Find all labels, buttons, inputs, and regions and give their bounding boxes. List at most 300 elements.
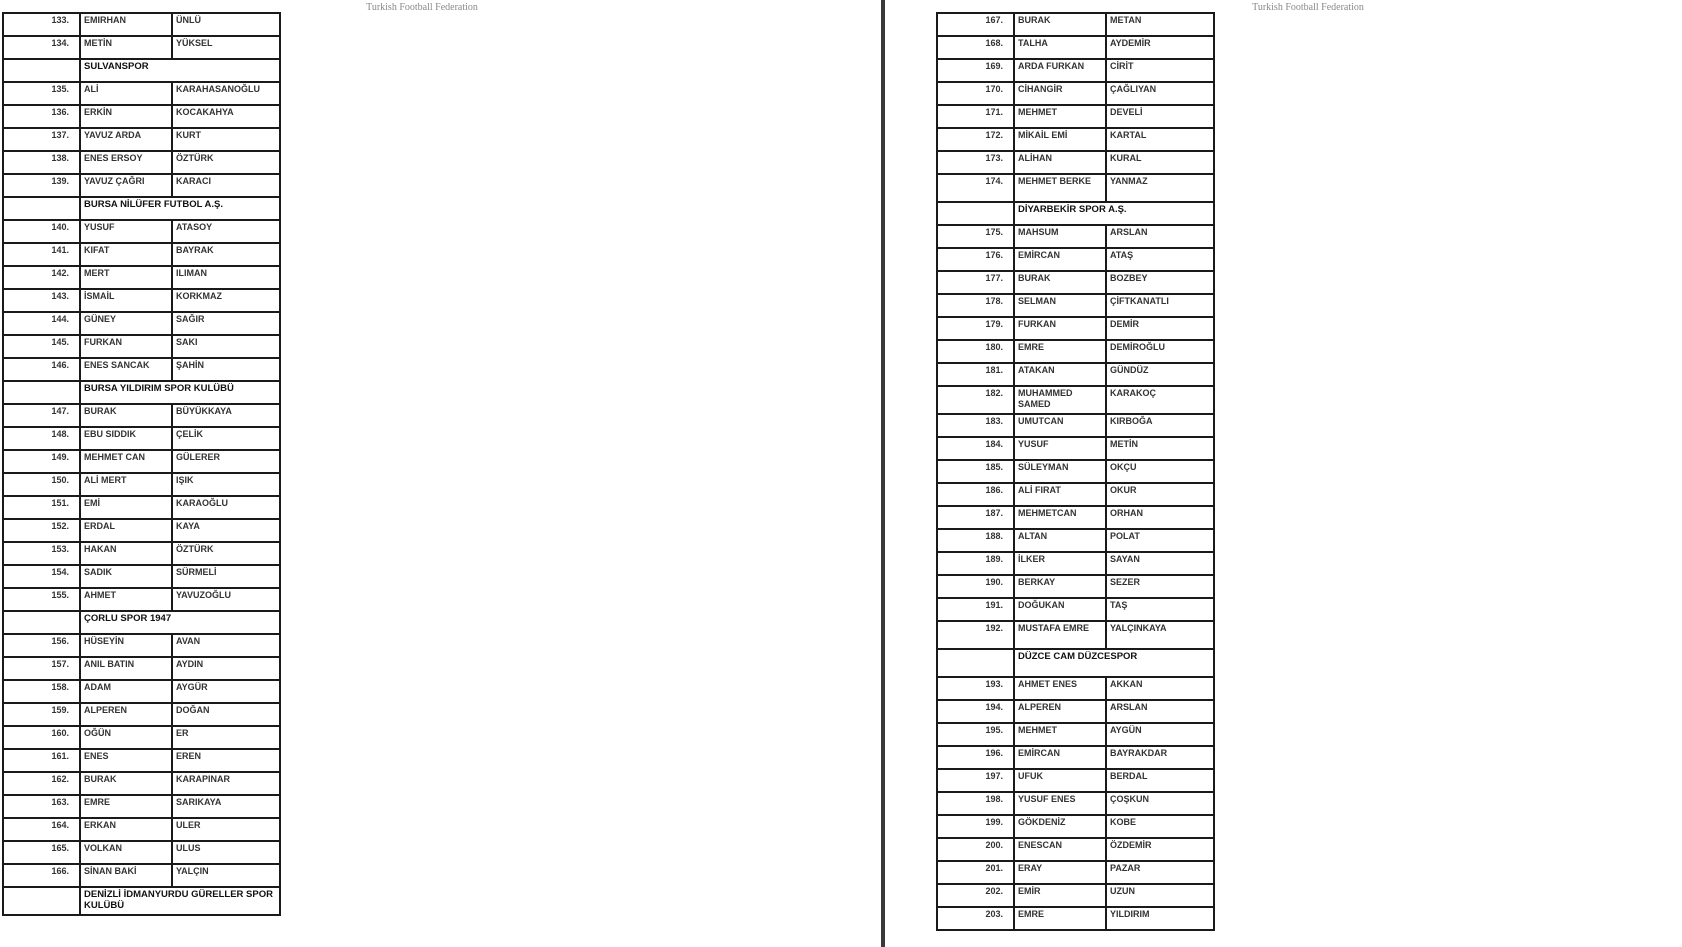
first-name: MERT: [80, 266, 172, 289]
first-name: İSMAİL: [80, 289, 172, 312]
first-name: KIFAT: [80, 243, 172, 266]
row-number: 173.: [937, 151, 1014, 174]
first-name: ALPEREN: [80, 703, 172, 726]
club-name: DENİZLİ İDMANYURDU GÜRELLER SPOR KULÜBÜ: [80, 887, 280, 915]
player-row: [3, 266, 280, 289]
player-row: [937, 271, 1214, 294]
row-number: 139.: [3, 174, 80, 197]
club-name: BURSA YILDIRIM SPOR KULÜBÜ: [80, 381, 280, 404]
last-name: UZUN: [1106, 884, 1214, 907]
last-name: BOZBEY: [1106, 271, 1214, 294]
first-name: UMUTCAN: [1014, 414, 1106, 437]
row-number: 167.: [937, 13, 1014, 36]
row-number: 137.: [3, 128, 80, 151]
player-row: [3, 13, 280, 36]
player-row: [937, 700, 1214, 723]
first-name: MEHMET BERKE: [1014, 174, 1106, 202]
last-name: BAYRAKDAR: [1106, 746, 1214, 769]
player-row: [3, 105, 280, 128]
player-row: [937, 575, 1214, 598]
club-header-row: [937, 202, 1214, 225]
last-name: ER: [172, 726, 280, 749]
player-row: [3, 358, 280, 381]
row-number: 203.: [937, 907, 1014, 930]
first-name: SİNAN BAKİ: [80, 864, 172, 887]
empty-cell: [937, 202, 1014, 225]
player-row: [937, 414, 1214, 437]
player-row: [3, 634, 280, 657]
club-name: SULVANSPOR: [80, 59, 280, 82]
last-name: ÇAĞLIYAN: [1106, 82, 1214, 105]
last-name: ULER: [172, 818, 280, 841]
player-row: [937, 59, 1214, 82]
row-number: 194.: [937, 700, 1014, 723]
player-row: [937, 483, 1214, 506]
player-row: [3, 588, 280, 611]
last-name: KIRBOĞA: [1106, 414, 1214, 437]
last-name: DEMİR: [1106, 317, 1214, 340]
player-roster-table: [2, 12, 281, 916]
player-row: [937, 838, 1214, 861]
first-name: ENES: [80, 749, 172, 772]
row-number: 168.: [937, 36, 1014, 59]
first-name: ALPEREN: [1014, 700, 1106, 723]
row-number: 189.: [937, 552, 1014, 575]
player-row: [937, 13, 1214, 36]
club-header-row: [3, 59, 280, 82]
row-number: 169.: [937, 59, 1014, 82]
row-number: 180.: [937, 340, 1014, 363]
last-name: ORHAN: [1106, 506, 1214, 529]
row-number: 141.: [3, 243, 80, 266]
row-number: 170.: [937, 82, 1014, 105]
player-row: [937, 174, 1214, 202]
player-row: [3, 703, 280, 726]
player-roster-table: [936, 12, 1215, 931]
row-number: 160.: [3, 726, 80, 749]
last-name: ULUS: [172, 841, 280, 864]
first-name: YUSUF ENES: [1014, 792, 1106, 815]
last-name: YALÇIN: [172, 864, 280, 887]
last-name: KAYA: [172, 519, 280, 542]
first-name: HÜSEYİN: [80, 634, 172, 657]
player-row: [937, 506, 1214, 529]
club-name: DÜZCE CAM DÜZCESPOR: [1014, 649, 1214, 677]
row-number: 144.: [3, 312, 80, 335]
row-number: 179.: [937, 317, 1014, 340]
club-header-row: [3, 611, 280, 634]
player-row: [937, 317, 1214, 340]
last-name: SAĞIR: [172, 312, 280, 335]
first-name: AHMET ENES: [1014, 677, 1106, 700]
row-number: 155.: [3, 588, 80, 611]
row-number: 172.: [937, 128, 1014, 151]
first-name: ERAY: [1014, 861, 1106, 884]
row-number: 187.: [937, 506, 1014, 529]
last-name: DEMİROĞLU: [1106, 340, 1214, 363]
player-row: [3, 542, 280, 565]
player-row: [937, 248, 1214, 271]
player-row: [937, 621, 1214, 649]
row-number: 153.: [3, 542, 80, 565]
row-number: 156.: [3, 634, 80, 657]
last-name: AYGÜR: [172, 680, 280, 703]
first-name: ARDA FURKAN: [1014, 59, 1106, 82]
first-name: CİHANGİR: [1014, 82, 1106, 105]
player-row: [937, 105, 1214, 128]
first-name: FURKAN: [80, 335, 172, 358]
row-number: 149.: [3, 450, 80, 473]
player-row: [3, 174, 280, 197]
row-number: 198.: [937, 792, 1014, 815]
first-name: ENESCAN: [1014, 838, 1106, 861]
row-number: 177.: [937, 271, 1014, 294]
first-name: EMIRHAN: [80, 13, 172, 36]
first-name: YUSUF: [1014, 437, 1106, 460]
player-row: [3, 243, 280, 266]
first-name: MUHAMMED SAMED: [1014, 386, 1106, 414]
last-name: METAN: [1106, 13, 1214, 36]
row-number: 184.: [937, 437, 1014, 460]
club-header-row: [3, 887, 280, 915]
row-number: 199.: [937, 815, 1014, 838]
first-name: ERDAL: [80, 519, 172, 542]
player-row: [3, 36, 280, 59]
player-row: [3, 312, 280, 335]
first-name: MEHMETCAN: [1014, 506, 1106, 529]
player-row: [937, 151, 1214, 174]
row-number: 195.: [937, 723, 1014, 746]
first-name: MEHMET: [1014, 105, 1106, 128]
player-row: [937, 460, 1214, 483]
last-name: AYGÜN: [1106, 723, 1214, 746]
row-number: 185.: [937, 460, 1014, 483]
row-number: 157.: [3, 657, 80, 680]
last-name: YÜKSEL: [172, 36, 280, 59]
last-name: KARAHASANOĞLU: [172, 82, 280, 105]
row-number: 183.: [937, 414, 1014, 437]
player-row: [937, 363, 1214, 386]
first-name: GÜNEY: [80, 312, 172, 335]
first-name: YAVUZ ÇAĞRI: [80, 174, 172, 197]
player-row: [937, 128, 1214, 151]
page-header: Turkish Football Federation: [1252, 2, 1364, 13]
player-row: [937, 815, 1214, 838]
row-number: 186.: [937, 483, 1014, 506]
row-number: 142.: [3, 266, 80, 289]
row-number: 143.: [3, 289, 80, 312]
last-name: ATAŞ: [1106, 248, 1214, 271]
row-number: 147.: [3, 404, 80, 427]
first-name: AHMET: [80, 588, 172, 611]
player-row: [937, 552, 1214, 575]
player-row: [937, 437, 1214, 460]
last-name: AVAN: [172, 634, 280, 657]
last-name: SEZER: [1106, 575, 1214, 598]
last-name: GÜNDÜZ: [1106, 363, 1214, 386]
first-name: UFUK: [1014, 769, 1106, 792]
player-row: [937, 769, 1214, 792]
row-number: 174.: [937, 174, 1014, 202]
player-row: [3, 680, 280, 703]
last-name: YAVUZOĞLU: [172, 588, 280, 611]
first-name: BURAK: [80, 404, 172, 427]
row-number: 134.: [3, 36, 80, 59]
last-name: METİN: [1106, 437, 1214, 460]
row-number: 191.: [937, 598, 1014, 621]
last-name: BERDAL: [1106, 769, 1214, 792]
player-row: [937, 598, 1214, 621]
player-row: [937, 861, 1214, 884]
player-row: [937, 723, 1214, 746]
first-name: OĞÜN: [80, 726, 172, 749]
first-name: EMİ: [80, 496, 172, 519]
last-name: OKUR: [1106, 483, 1214, 506]
last-name: ATASOY: [172, 220, 280, 243]
first-name: METİN: [80, 36, 172, 59]
player-row: [3, 496, 280, 519]
player-row: [3, 841, 280, 864]
last-name: AYDEMİR: [1106, 36, 1214, 59]
last-name: ŞAHİN: [172, 358, 280, 381]
first-name: SÜLEYMAN: [1014, 460, 1106, 483]
row-number: 133.: [3, 13, 80, 36]
first-name: ALİHAN: [1014, 151, 1106, 174]
first-name: MİKAİL EMİ: [1014, 128, 1106, 151]
last-name: YILDIRIM: [1106, 907, 1214, 930]
first-name: ATAKAN: [1014, 363, 1106, 386]
player-row: [3, 864, 280, 887]
row-number: 140.: [3, 220, 80, 243]
last-name: CİRİT: [1106, 59, 1214, 82]
first-name: VOLKAN: [80, 841, 172, 864]
first-name: SELMAN: [1014, 294, 1106, 317]
row-number: 163.: [3, 795, 80, 818]
row-number: 145.: [3, 335, 80, 358]
first-name: ANIL BATIN: [80, 657, 172, 680]
player-row: [3, 427, 280, 450]
row-number: 136.: [3, 105, 80, 128]
first-name: TALHA: [1014, 36, 1106, 59]
last-name: ARSLAN: [1106, 700, 1214, 723]
club-name: BURSA NİLÜFER FUTBOL A.Ş.: [80, 197, 280, 220]
first-name: ENES ERSOY: [80, 151, 172, 174]
last-name: SARIKAYA: [172, 795, 280, 818]
empty-cell: [3, 887, 80, 915]
row-number: 176.: [937, 248, 1014, 271]
last-name: PAZAR: [1106, 861, 1214, 884]
last-name: KARTAL: [1106, 128, 1214, 151]
player-row: [937, 907, 1214, 930]
last-name: KARAOĞLU: [172, 496, 280, 519]
empty-cell: [3, 381, 80, 404]
row-number: 166.: [3, 864, 80, 887]
row-number: 152.: [3, 519, 80, 542]
last-name: KOCAKAHYA: [172, 105, 280, 128]
player-row: [3, 818, 280, 841]
last-name: YALÇINKAYA: [1106, 621, 1214, 649]
player-row: [3, 220, 280, 243]
last-name: BAYRAK: [172, 243, 280, 266]
player-row: [937, 529, 1214, 552]
player-row: [3, 450, 280, 473]
row-number: 162.: [3, 772, 80, 795]
row-number: 182.: [937, 386, 1014, 414]
last-name: POLAT: [1106, 529, 1214, 552]
document-page-right: [885, 0, 1682, 947]
empty-cell: [3, 197, 80, 220]
page-header: Turkish Football Federation: [366, 2, 478, 13]
player-row: [937, 884, 1214, 907]
first-name: EMRE: [1014, 907, 1106, 930]
row-number: 202.: [937, 884, 1014, 907]
first-name: ALİ FIRAT: [1014, 483, 1106, 506]
last-name: ÜNLÜ: [172, 13, 280, 36]
row-number: 148.: [3, 427, 80, 450]
first-name: MEHMET: [1014, 723, 1106, 746]
last-name: DEVELİ: [1106, 105, 1214, 128]
first-name: BURAK: [1014, 271, 1106, 294]
last-name: BÜYÜKKAYA: [172, 404, 280, 427]
last-name: ÇELİK: [172, 427, 280, 450]
last-name: IŞIK: [172, 473, 280, 496]
row-number: 164.: [3, 818, 80, 841]
row-number: 197.: [937, 769, 1014, 792]
empty-cell: [937, 649, 1014, 677]
last-name: KURAL: [1106, 151, 1214, 174]
row-number: 196.: [937, 746, 1014, 769]
last-name: ÖZTÜRK: [172, 151, 280, 174]
player-row: [3, 565, 280, 588]
row-number: 159.: [3, 703, 80, 726]
club-name: DİYARBEKİR SPOR A.Ş.: [1014, 202, 1214, 225]
player-row: [3, 289, 280, 312]
last-name: ÇİFTKANATLI: [1106, 294, 1214, 317]
last-name: ÇOŞKUN: [1106, 792, 1214, 815]
row-number: 193.: [937, 677, 1014, 700]
first-name: DOĞUKAN: [1014, 598, 1106, 621]
first-name: YUSUF: [80, 220, 172, 243]
last-name: ARSLAN: [1106, 225, 1214, 248]
last-name: DOĞAN: [172, 703, 280, 726]
player-row: [937, 225, 1214, 248]
player-row: [937, 677, 1214, 700]
club-name: ÇORLU SPOR 1947: [80, 611, 280, 634]
last-name: YANMAZ: [1106, 174, 1214, 202]
row-number: 192.: [937, 621, 1014, 649]
row-number: 171.: [937, 105, 1014, 128]
first-name: ALİ: [80, 82, 172, 105]
first-name: BURAK: [80, 772, 172, 795]
club-header-row: [937, 649, 1214, 677]
first-name: MAHSUM: [1014, 225, 1106, 248]
row-number: 161.: [3, 749, 80, 772]
player-row: [3, 749, 280, 772]
player-row: [937, 36, 1214, 59]
first-name: EMİRCAN: [1014, 746, 1106, 769]
first-name: ERKİN: [80, 105, 172, 128]
last-name: KARACI: [172, 174, 280, 197]
first-name: MEHMET CAN: [80, 450, 172, 473]
player-row: [3, 795, 280, 818]
first-name: ALTAN: [1014, 529, 1106, 552]
first-name: BURAK: [1014, 13, 1106, 36]
player-row: [3, 151, 280, 174]
first-name: FURKAN: [1014, 317, 1106, 340]
first-name: ENES SANCAK: [80, 358, 172, 381]
last-name: KARAPINAR: [172, 772, 280, 795]
row-number: 146.: [3, 358, 80, 381]
first-name: ALİ MERT: [80, 473, 172, 496]
first-name: MUSTAFA EMRE: [1014, 621, 1106, 649]
player-row: [3, 473, 280, 496]
first-name: EMRE: [1014, 340, 1106, 363]
last-name: GÜLERER: [172, 450, 280, 473]
player-row: [3, 335, 280, 358]
player-row: [937, 386, 1214, 414]
club-header-row: [3, 197, 280, 220]
row-number: 138.: [3, 151, 80, 174]
player-row: [3, 128, 280, 151]
row-number: 151.: [3, 496, 80, 519]
last-name: ÖZDEMİR: [1106, 838, 1214, 861]
player-row: [937, 294, 1214, 317]
player-row: [3, 404, 280, 427]
row-number: 188.: [937, 529, 1014, 552]
row-number: 165.: [3, 841, 80, 864]
row-number: 181.: [937, 363, 1014, 386]
first-name: SADIK: [80, 565, 172, 588]
player-row: [937, 746, 1214, 769]
row-number: 150.: [3, 473, 80, 496]
row-number: 200.: [937, 838, 1014, 861]
last-name: AYDIN: [172, 657, 280, 680]
row-number: 201.: [937, 861, 1014, 884]
last-name: TAŞ: [1106, 598, 1214, 621]
empty-cell: [3, 611, 80, 634]
player-row: [937, 792, 1214, 815]
player-row: [3, 657, 280, 680]
first-name: HAKAN: [80, 542, 172, 565]
player-row: [937, 340, 1214, 363]
first-name: EBU SIDDIK: [80, 427, 172, 450]
first-name: EMİRCAN: [1014, 248, 1106, 271]
first-name: EMRE: [80, 795, 172, 818]
first-name: ERKAN: [80, 818, 172, 841]
row-number: 190.: [937, 575, 1014, 598]
row-number: 175.: [937, 225, 1014, 248]
last-name: SAYAN: [1106, 552, 1214, 575]
first-name: İLKER: [1014, 552, 1106, 575]
row-number: 158.: [3, 680, 80, 703]
row-number: 178.: [937, 294, 1014, 317]
club-header-row: [3, 381, 280, 404]
player-row: [3, 82, 280, 105]
row-number: 135.: [3, 82, 80, 105]
last-name: SAKI: [172, 335, 280, 358]
player-row: [937, 82, 1214, 105]
first-name: ADAM: [80, 680, 172, 703]
player-row: [3, 519, 280, 542]
player-row: [3, 772, 280, 795]
last-name: SÜRMELİ: [172, 565, 280, 588]
first-name: EMİR: [1014, 884, 1106, 907]
last-name: OKÇU: [1106, 460, 1214, 483]
first-name: BERKAY: [1014, 575, 1106, 598]
row-number: 154.: [3, 565, 80, 588]
last-name: AKKAN: [1106, 677, 1214, 700]
last-name: KURT: [172, 128, 280, 151]
